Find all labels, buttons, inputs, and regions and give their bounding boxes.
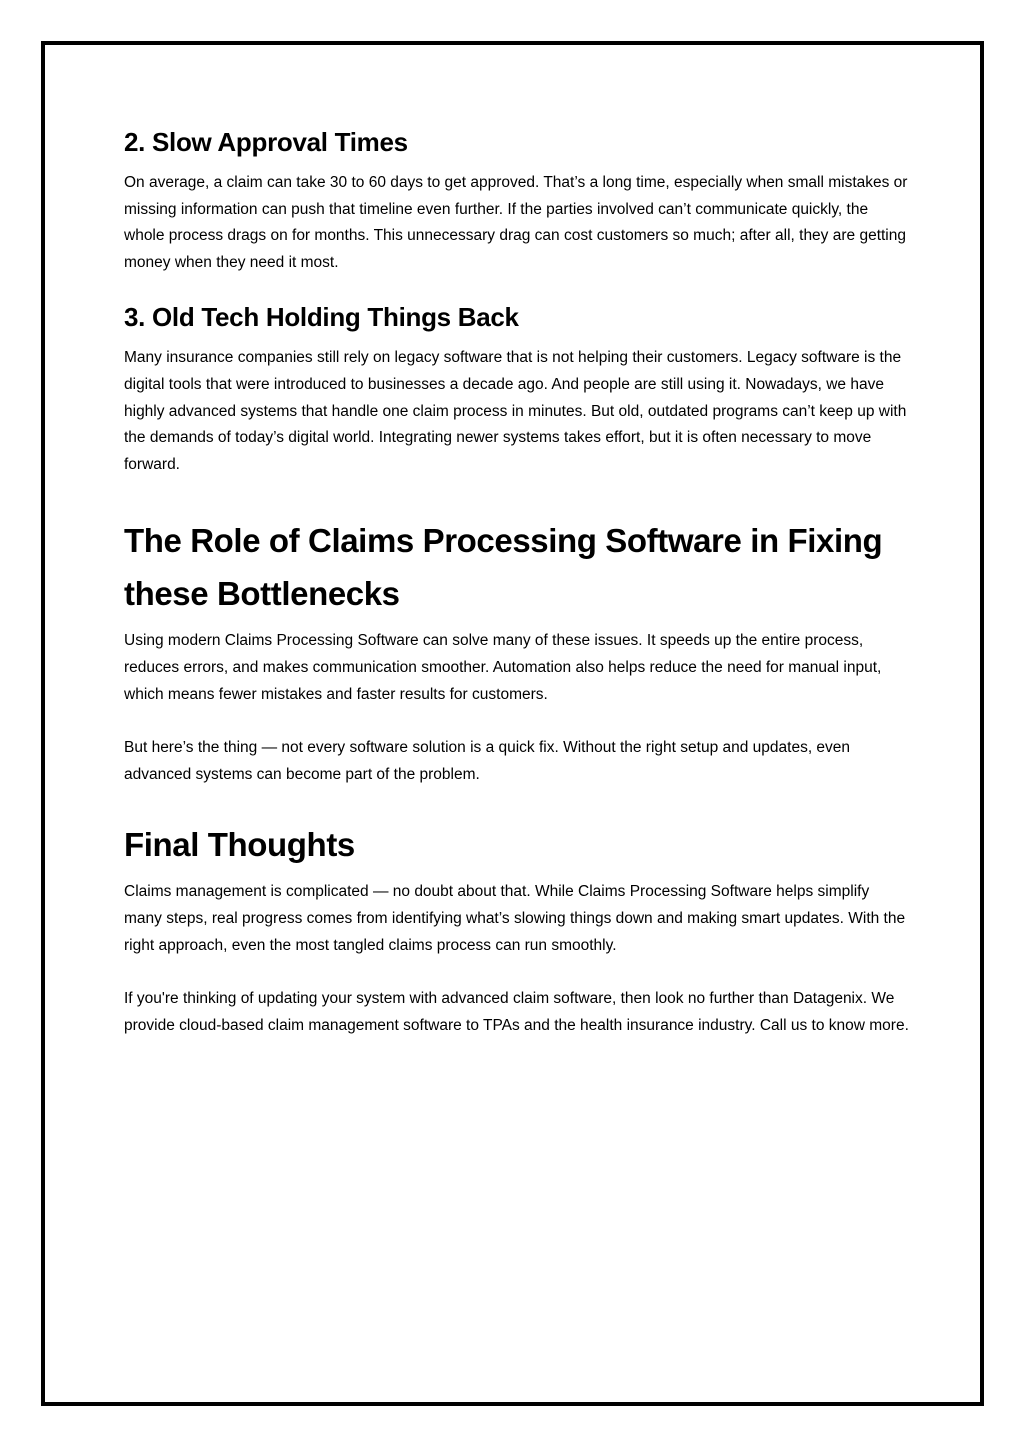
paragraph-old-tech: Many insurance companies still rely on legacy software that is not helping their customers. Legacy software is the digital tools that were introduced to businesses a decade ago. And people are still using it. Nowadays, we have highly advanced systems that handle one claim process in minutes. But old, outdated programs can’t keep up with the demands of today’s digital world. Integrating newer systems takes effort, but it is often necessary to move forward. (124, 349, 907, 473)
heading-slow-approval-times: 2. Slow Approval Times (124, 127, 408, 157)
paragraph-role-2: But here’s the thing — not every software solution is a quick fix. Without the right setup and updates, even advanced systems can become part of the problem. (124, 739, 851, 783)
paragraph-final-1: Claims management is complicated — no doubt about that. While Claims Processing Software helps simplify many steps, real progress comes from identifying what’s slowing things down and making smart updates. With the right approach, even the most tangled claims process can run smoothly. (124, 883, 906, 954)
paragraph-final-2: If you're thinking of updating your system with advanced claim software, then look no further than Datagenix. We provide cloud-based claim management software to TPAs and the health insurance industry. Call us to know more. (124, 990, 909, 1034)
heading-final-thoughts: Final Thoughts (124, 826, 355, 864)
document-content (124, 124, 909, 1039)
heading-role-of-software: The Role of Claims Processing Software in Fixing these Bottlenecks (124, 522, 883, 613)
paragraph-slow-approval-times: On average, a claim can take 30 to 60 days to get approved. That’s a long time, especially when small mistakes or missing information can push that timeline even further. If the parties involved can’t communicate quickly, the whole process drags on for months. This unnecessary drag can cost customers so much; after all, they are getting money when they need it most. (124, 174, 908, 271)
heading-old-tech: 3. Old Tech Holding Things Back (124, 302, 519, 333)
paragraph-role-1: Using modern Claims Processing Software can solve many of these issues. It speeds up the entire process, reduces errors, and makes communication smoother. Automation also helps reduce the need for manual input, which means fewer mistakes and faster results for customers. (124, 632, 882, 703)
